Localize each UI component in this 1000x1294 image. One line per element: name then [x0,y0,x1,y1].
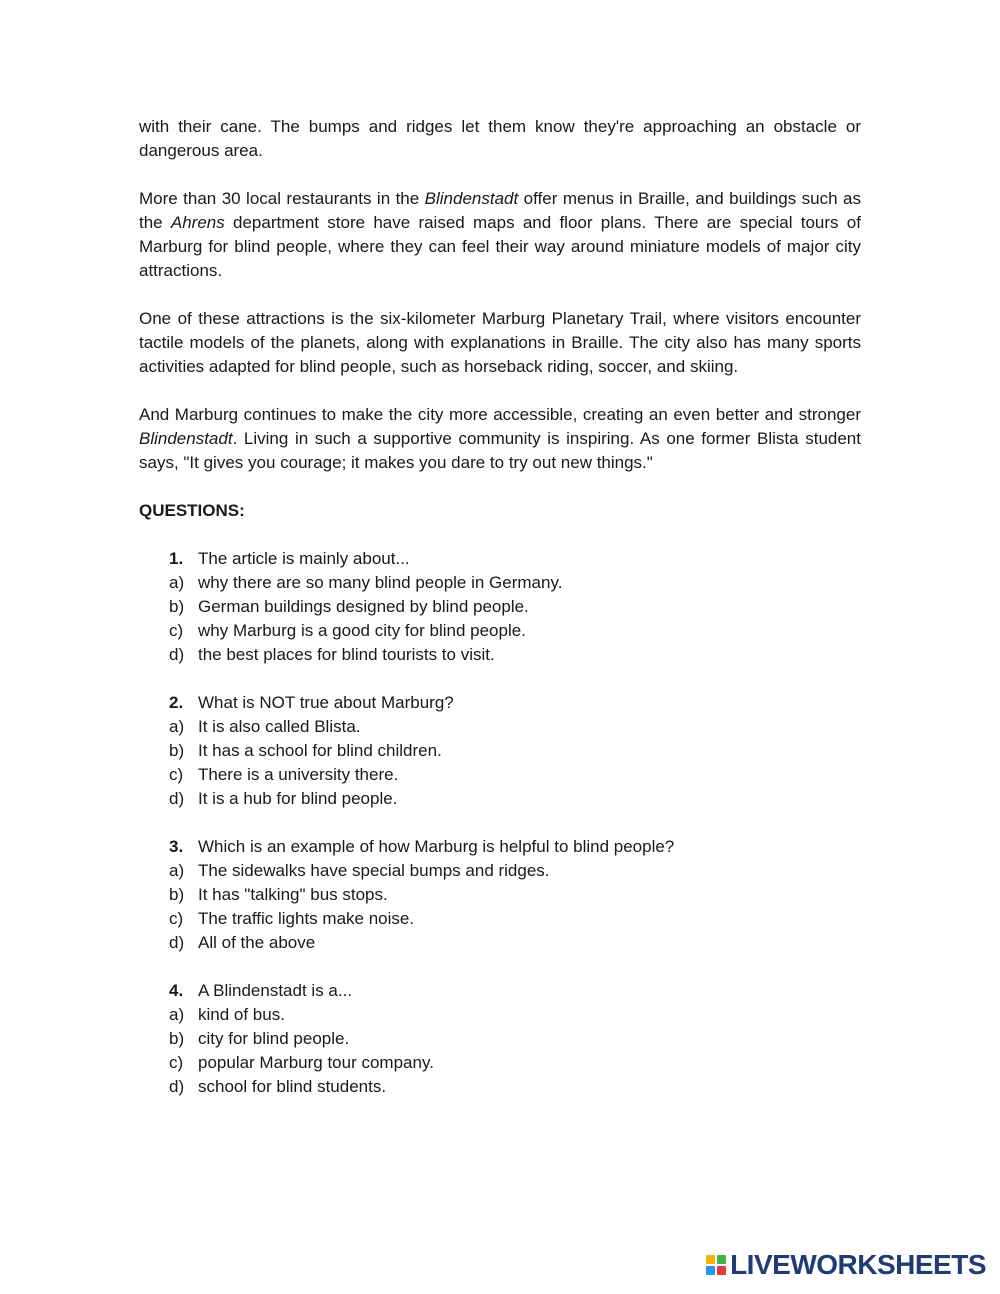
answer-option [139,619,861,643]
logo-wordmark: LIVEWORKSHEETS [730,1249,986,1280]
question-3 [139,835,861,955]
logo-block [706,1255,715,1264]
logo-block [717,1266,726,1275]
paragraph-text: And Marburg continues to make the city more accessible, creating an even better and stronger [139,405,861,424]
paragraph-text: More than 30 local restaurants in the [139,189,425,208]
option-text: There is a university there. [198,765,399,784]
question-1 [139,547,861,667]
article-paragraph [139,115,861,163]
answer-option [139,739,861,763]
answer-option [139,907,861,931]
option-text: kind of bus. [198,1005,285,1024]
answer-option [139,1075,861,1099]
answer-option [139,715,861,739]
option-text: The sidewalks have special bumps and ridges. [198,861,550,880]
answer-option [139,763,861,787]
worksheet-page [139,115,861,1123]
answer-option [139,787,861,811]
option-letter: a) [169,573,185,592]
option-text: It is also called Blista. [198,717,361,736]
option-text: city for blind people. [198,1029,350,1048]
question-number: 1. [169,549,184,568]
question-2 [139,691,861,811]
paragraph-text: . Living in such a supportive community is inspiring. As one former Blista student says, "It gives you courage; it makes you dare to try out new things." [139,429,861,472]
option-letter: d) [169,789,185,808]
article-paragraph [139,187,861,283]
option-text: school for blind students. [198,1077,387,1096]
logo-block [717,1255,726,1264]
option-text: The traffic lights make noise. [198,909,415,928]
answer-option [139,571,861,595]
article-paragraph [139,307,861,379]
italic-term: Blindenstadt [139,429,233,448]
question-text: A Blindenstadt is a... [198,981,353,1000]
question-number: 3. [169,837,184,856]
answer-option [139,931,861,955]
option-letter: b) [169,1029,185,1048]
option-text: All of the above [198,933,316,952]
answer-option [139,595,861,619]
question-stem [139,979,861,1003]
answer-option [139,643,861,667]
option-text: German buildings designed by blind people. [198,597,529,616]
questions-heading: QUESTIONS: [139,501,245,520]
question-stem [139,691,861,715]
logo-blocks-icon [706,1255,726,1275]
option-letter: a) [169,861,185,880]
option-letter: d) [169,645,185,664]
question-number: 4. [169,981,184,1000]
italic-term: Blindenstadt [424,189,519,208]
question-text: What is NOT true about Marburg? [198,693,454,712]
logo-block [706,1266,715,1275]
option-text: It has "talking" bus stops. [198,885,388,904]
paragraph-text: offer menus in Braille, and buildings such as the [139,189,861,232]
answer-option [139,1027,861,1051]
option-text: why there are so many blind people in Germany. [198,573,563,592]
option-letter: c) [169,909,184,928]
liveworksheets-logo [706,1250,986,1280]
question-text: Which is an example of how Marburg is helpful to blind people? [198,837,675,856]
questions-list [139,547,861,1099]
option-letter: d) [169,1077,185,1096]
option-letter: c) [169,765,184,784]
option-letter: a) [169,1005,185,1024]
option-letter: c) [169,1053,184,1072]
option-letter: a) [169,717,185,736]
question-4 [139,979,861,1099]
option-letter: b) [169,741,185,760]
answer-option [139,1051,861,1075]
paragraph-text: department store have raised maps and floor plans. There are special tours of Marburg for blind people, where they can feel their way around miniature models of major city attractions. [139,213,861,280]
answer-option [139,1003,861,1027]
article-body [139,115,861,475]
answer-option [139,859,861,883]
option-text: why Marburg is a good city for blind people. [198,621,526,640]
option-letter: b) [169,597,185,616]
option-letter: b) [169,885,185,904]
option-letter: c) [169,621,184,640]
article-paragraph [139,403,861,475]
option-text: It has a school for blind children. [198,741,442,760]
paragraph-text: with their cane. The bumps and ridges let them know they're approaching an obstacle or dangerous area. [139,117,861,160]
question-stem [139,547,861,571]
option-letter: d) [169,933,185,952]
option-text: It is a hub for blind people. [198,789,398,808]
question-number: 2. [169,693,184,712]
question-text: The article is mainly about... [198,549,410,568]
question-stem [139,835,861,859]
answer-option [139,883,861,907]
option-text: popular Marburg tour company. [198,1053,434,1072]
italic-term: Ahrens [170,213,225,232]
paragraph-text: One of these attractions is the six-kilometer Marburg Planetary Trail, where visitors encounter tactile models of the planets, along with explanations in Braille. The city also has many sports activities adapted for blind people, such as horseback riding, soccer, and skiing. [139,309,861,376]
option-text: the best places for blind tourists to visit. [198,645,495,664]
